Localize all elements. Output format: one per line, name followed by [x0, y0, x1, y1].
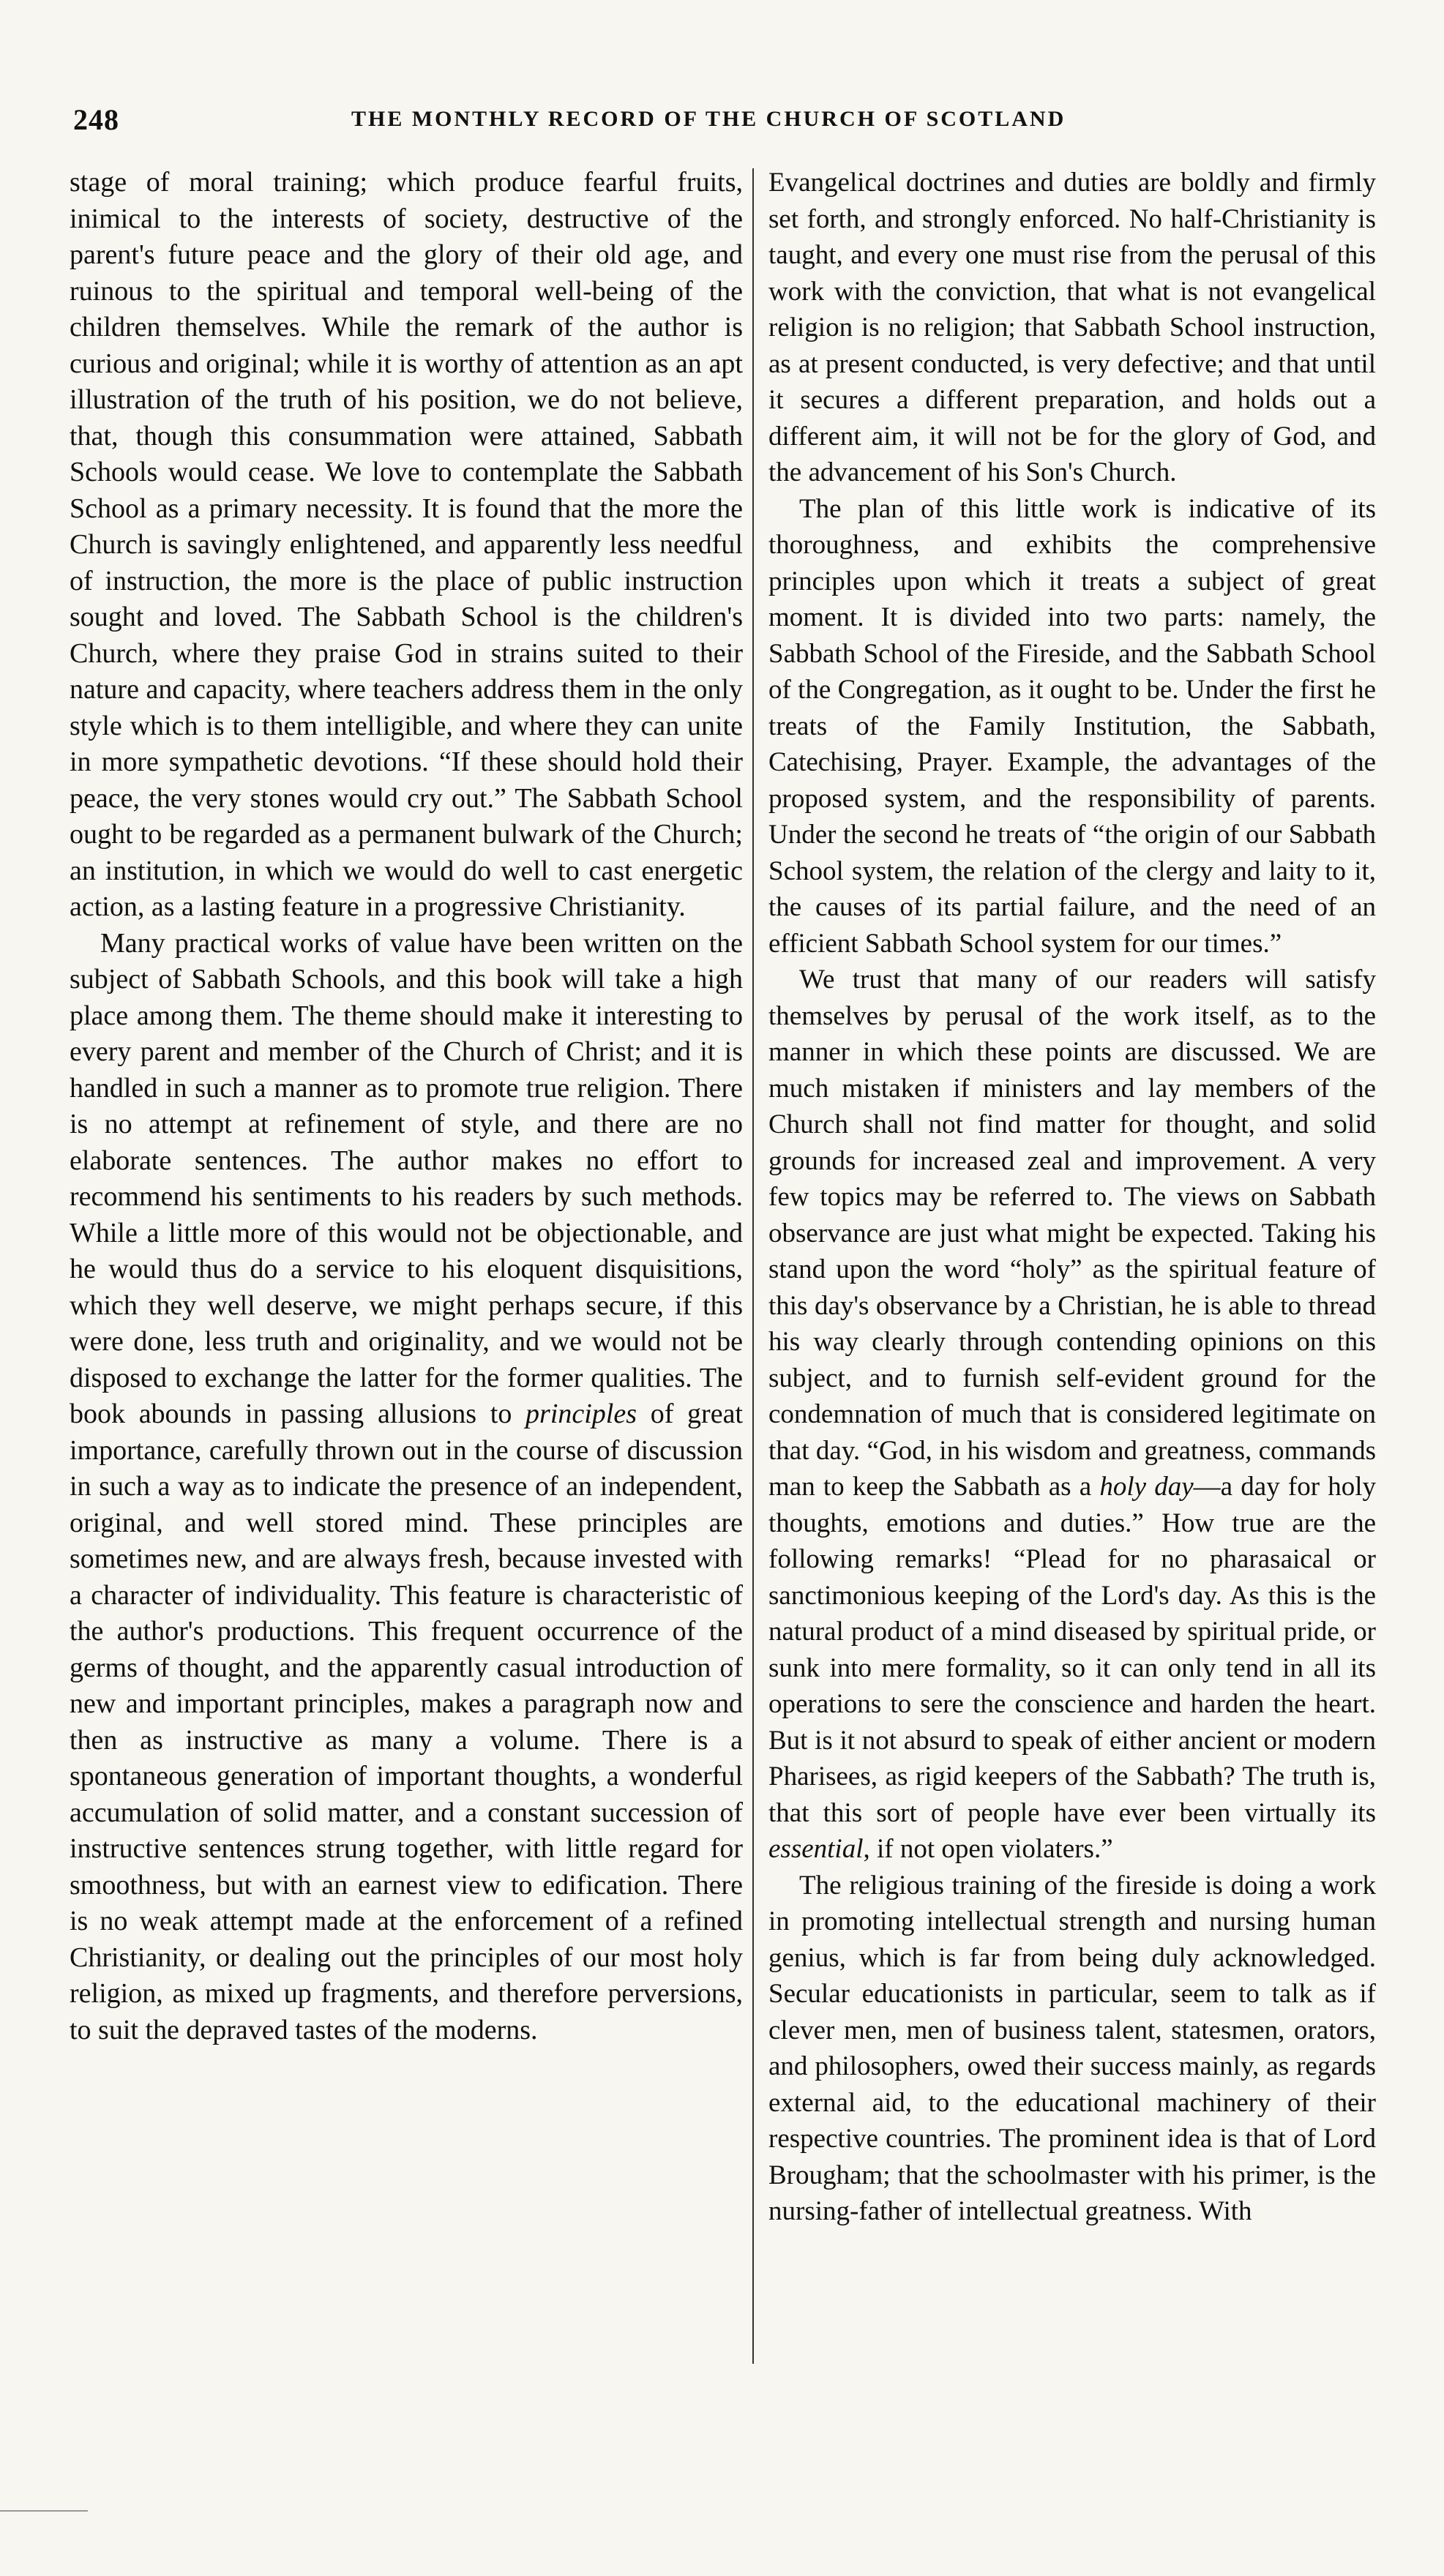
right-paragraph-3-emphasis-2: essential: [768, 1834, 864, 1864]
bottom-edge-mark: [0, 2510, 88, 2512]
right-paragraph-4: The religious training of the fireside is doing a work in promoting intellectual strength and nursing human genius, which is far from being duly acknowledged. Secular educationists in particular, seem to talk as if clever men, men of business talent, statesmen, orators, and philosophers, owed their success mainly, as regards external aid, to the educational machinery of their respective countries. The prominent idea is that of Lord Brougham; that the schoolmaster with his primer, is the nursing-father of intellectual greatness. With: [768, 1870, 1376, 2226]
right-paragraph-3-text-a: We trust that many of our readers will satisfy themselves by perusal of the work itself, as to the manner in which these points are discussed. We are much mistaken if ministers and lay members of the Church shall not find matter for thought, and solid grounds for increased zeal and improvement. A very few topics may be referred to. The views on Sabbath observance are just what might be expected. Taking his stand upon the word “holy” as the spiritual feature of this day's observance by a Christian, he is able to thread his way clearly through contending opinions on this subject, and to furnish self-evident ground for the condemnation of much that is considered legitimate on that day. “God, in his wisdom and greatness, commands man to keep the Sabbath as a: [768, 965, 1376, 1502]
column-divider: [752, 168, 754, 2364]
running-title: THE MONTHLY RECORD OF THE CHURCH OF SCOTLAND: [351, 107, 1066, 131]
right-paragraph-3-emphasis-1: holy day: [1099, 1472, 1194, 1502]
left-paragraph-2: [70, 926, 743, 2049]
right-paragraph-1: Evangelical doctrines and duties are boldly and firmly set forth, and strongly enforced. No half-Christianity is taught, and every one must rise from the perusal of this work with the conviction, that what is not evangelical religion is no religion; that Sabbath School instruction, as at present conducted, is very defective; and that until it secures a different preparation, and holds out a different aim, it will not be for the glory of God, and the advancement of his Son's Church.: [768, 168, 1376, 487]
page-header: [73, 102, 1376, 146]
right-paragraph-3-text-c: , if not open violaters.”: [863, 1834, 1113, 1864]
left-paragraph-2-text-a: Many practical works of value have been written on the subject of Sabbath Schools, and this book will take a high place among them. The theme should make it interesting to every parent and member of the Church of Christ; and it is handled in such a manner as to promote true religion. There is no attempt at refinement of style, and there are no elaborate sentences. The author makes no effort to recommend his sentiments to his readers by such methods. While a little more of this would not be objectionable, and he would thus do a service to his eloquent disquisitions, which they well deserve, we might perhaps secure, if this were done, less truth and originality, and we would not be disposed to exchange the latter for the former qualities. The book abounds in passing allusions to: [70, 927, 743, 1429]
right-paragraph-3: [768, 962, 1376, 1868]
right-column: [768, 165, 1376, 2230]
page-number: 248: [73, 103, 119, 136]
right-paragraph-3-text-b: —a day for holy thoughts, emotions and duties.” How true are the following remarks! “Plead for no pharasaical or sanctimonious keeping of the Lord's day. As this is the natural product of a mind diseased by spiritual pride, or sunk into mere formality, so it can only tend in all its operations to sere the conscience and harden the heart. But is it not absurd to speak of either ancient or modern Pharisees, as rigid keepers of the Sabbath? The truth is, that this sort of people have ever been virtually its: [768, 1472, 1376, 1828]
left-paragraph-2-emphasis: principles: [525, 1399, 637, 1429]
left-column: [70, 165, 743, 2048]
left-paragraph-2-text-b: of great importance, carefully thrown out in the course of discussion in such a way as to indicate the presence of an independent, original, and well stored mind. These principles are sometimes new, and are always fresh, because invested with a character of individuality. This feature is characteristic of the author's productions. This frequent occurrence of the germs of thought, and the apparently casual introduction of new and important principles, makes a paragraph now and then as instructive as many a volume. There is a spontaneous generation of important thoughts, a wonderful accumulation of solid matter, and a constant succession of instructive sentences strung together, with little regard for smoothness, but with an earnest view to edification. There is no weak attempt made at the enforcement of a refined Christianity, or dealing out the principles of our most holy religion, as mixed up fragments, and therefore perversions, to suit the depraved tastes of the moderns.: [70, 1399, 743, 2045]
right-paragraph-2: The plan of this little work is indicative of its thoroughness, and exhibits the comprehensive principles upon which it treats a subject of great moment. It is divided into two parts: namely, the Sabbath School of the Fireside, and the Sabbath School of the Congregation, as it ought to be. Under the first he treats of the Family Institution, the Sabbath, Catechising, Prayer. Example, the advantages of the proposed system, and the responsibility of parents. Under the second he treats of “the origin of our Sabbath School system, the relation of the clergy and laity to it, the causes of its partial failure, and the need of an efficient Sabbath School system for our times.”: [768, 493, 1376, 959]
left-paragraph-1: stage of moral training; which produce fearful fruits, inimical to the interests of society, destructive of the parent's future peace and the glory of their old age, and ruinous to the spiritual and temporal well-being of the children themselves. While the remark of the author is curious and original; while it is worthy of attention as an apt illustration of the truth of his position, we do not believe, that, though this consummation were attained, Sabbath Schools would cease. We love to contemplate the Sabbath School as a primary necessity. It is found that the more the Church is savingly enlightened, and apparently less needful of instruction, the more is the place of public instruction sought and loved. The Sabbath School is the children's Church, where they praise God in strains suited to their nature and capacity, where teachers address them in the only style which is to them intelligible, and where they can unite in more sympathetic devotions. “If these should hold their peace, the very stones would cry out.” The Sabbath School ought to be regarded as a permanent bulwark of the Church; an institution, in which we would do well to cast energetic action, as a lasting feature in a progressive Christianity.: [70, 167, 743, 922]
